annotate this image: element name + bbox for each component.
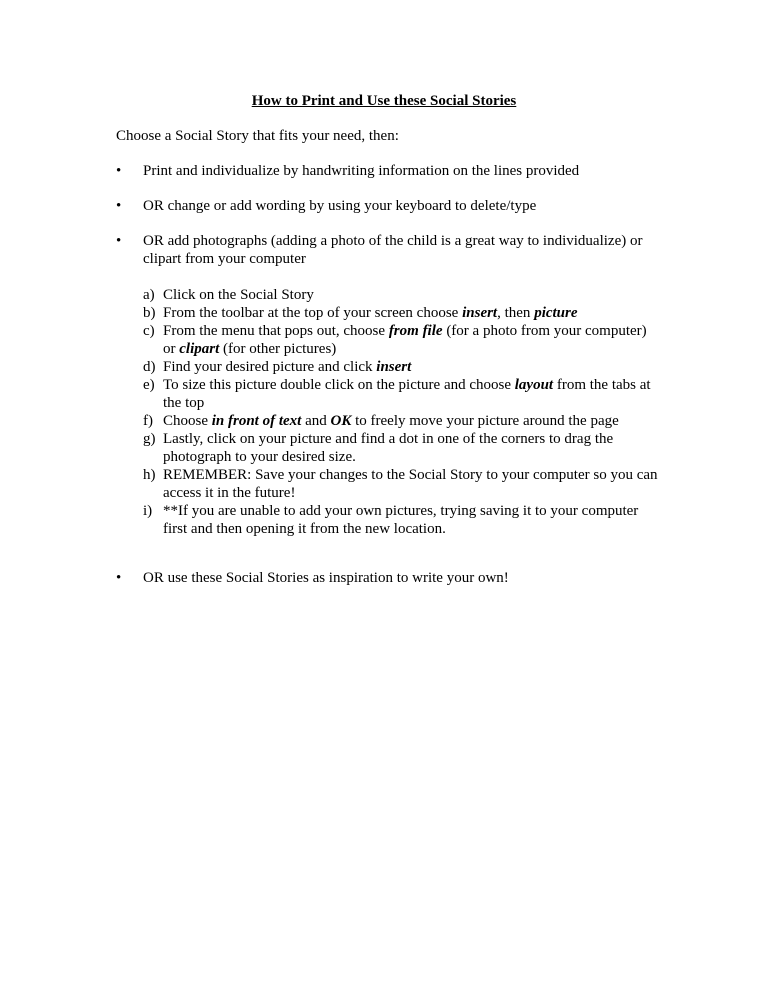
emphasis-insert: insert	[376, 359, 412, 375]
emphasis-clipart: clipart	[179, 341, 220, 357]
emphasis-from-file: from file	[388, 323, 443, 339]
bullet-icon: •	[116, 570, 122, 586]
bullet-text	[143, 232, 683, 268]
emphasis-in-front-of-text: in front of text	[211, 413, 302, 429]
step-text: From the toolbar at the top of your screen choose insert, then picture	[163, 305, 578, 321]
step-text: Click on the Social Story	[163, 287, 314, 303]
step-letter: a)	[143, 287, 155, 303]
step-letter: i)	[143, 503, 153, 519]
emphasis-layout: layout	[514, 377, 554, 393]
step-letter: c)	[143, 323, 155, 339]
emphasis-ok: OK	[330, 413, 352, 429]
bullet-icon: •	[116, 233, 122, 249]
step-letter: d)	[143, 359, 156, 375]
bullet-text-line2: clipart from your computer	[143, 251, 306, 267]
step-text: Choose in front of text and OK to freely move your picture around the page	[163, 413, 619, 429]
bullet-icon: •	[116, 198, 122, 214]
emphasis-insert: insert	[462, 305, 498, 321]
step-letter: f)	[143, 413, 153, 429]
step-letter: b)	[143, 305, 156, 321]
step-letter: h)	[143, 467, 156, 483]
bullet-text: Print and individualize by handwriting information on the lines provided	[143, 163, 580, 179]
step-text: Find your desired picture and click insert	[163, 359, 412, 375]
step-text: REMEMBER: Save your changes to the Social Story to your computer so you can access it in the future!	[163, 467, 658, 501]
bullet-icon: •	[116, 163, 122, 179]
step-text: **If you are unable to add your own pictures, trying saving it to your computer first and then opening it from the new location.	[163, 503, 639, 537]
step-text: Lastly, click on your picture and find a dot in one of the corners to drag the photograph to your desired size.	[163, 431, 614, 465]
bullet-text: OR change or add wording by using your keyboard to delete/type	[143, 198, 537, 214]
page-title: How to Print and Use these Social Stories	[251, 93, 517, 109]
bullet-text: OR use these Social Stories as inspiration to write your own!	[143, 570, 509, 586]
intro-text: Choose a Social Story that fits your need, then:	[116, 128, 399, 144]
step-text: To size this picture double click on the picture and choose layout from the tabs at the top	[163, 377, 651, 411]
step-letter: e)	[143, 377, 155, 393]
emphasis-picture: picture	[534, 305, 578, 321]
step-letter: g)	[143, 431, 156, 447]
bullet-text-line1: OR add photographs (adding a photo of the child is a great way to individualize) or	[143, 233, 643, 249]
step-text: From the menu that pops out, choose from file (for a photo from your computer) or clipart (for other pictures)	[163, 323, 647, 357]
